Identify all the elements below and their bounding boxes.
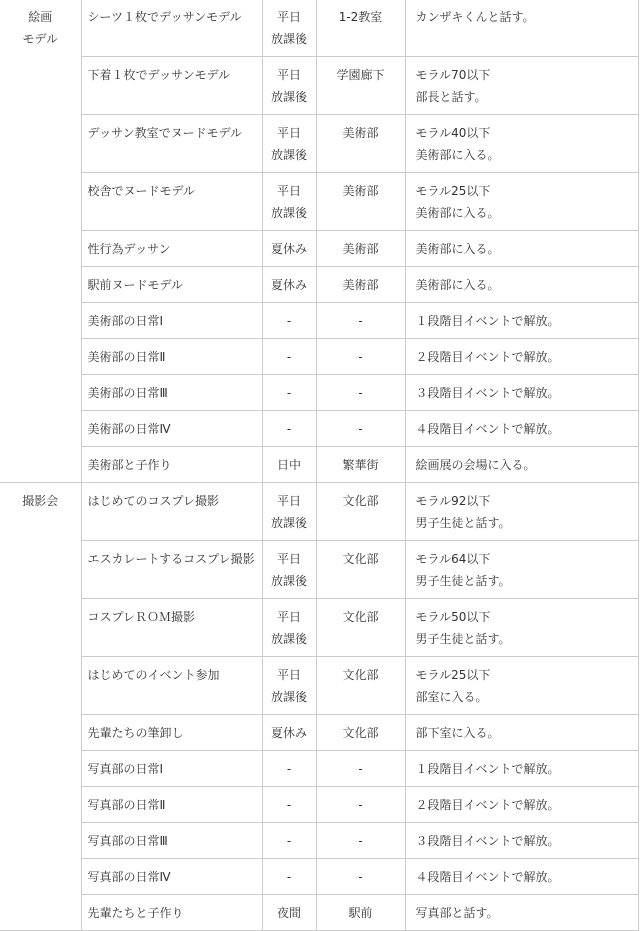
event-name-cell: 先輩たちの筆卸し	[81, 715, 262, 751]
condition-cell: カンザキくんと話す。	[405, 0, 638, 57]
condition-cell: ２段階目イベントで解放。	[405, 339, 638, 375]
event-name-cell: デッサン教室でヌードモデル	[81, 115, 262, 173]
table-row	[0, 303, 638, 339]
event-name-cell: 美術部と子作り	[81, 447, 262, 483]
table-row	[0, 657, 638, 715]
time-cell: 夏休み	[262, 715, 316, 751]
condition-cell: 部下室に入る。	[405, 715, 638, 751]
place-cell: 繁華街	[316, 447, 405, 483]
event-name-cell: 美術部の日常Ⅳ	[81, 411, 262, 447]
condition-cell: ３段階目イベントで解放。	[405, 823, 638, 859]
place-cell: -	[316, 751, 405, 787]
table-row	[0, 57, 638, 115]
time-cell: 平日 放課後	[262, 657, 316, 715]
condition-cell: モラル50以下 男子生徒と話す。	[405, 599, 638, 657]
event-name-cell: エスカレートするコスプレ撮影	[81, 541, 262, 599]
table-row	[0, 0, 638, 57]
event-name-cell: 美術部の日常Ⅰ	[81, 303, 262, 339]
table-row	[0, 599, 638, 657]
place-cell: 駅前	[316, 895, 405, 931]
table-row	[0, 895, 638, 931]
table-row	[0, 751, 638, 787]
table-row	[0, 267, 638, 303]
condition-cell: ２段階目イベントで解放。	[405, 787, 638, 823]
event-name-cell: 校舎でヌードモデル	[81, 173, 262, 231]
table-row	[0, 231, 638, 267]
table-row	[0, 447, 638, 483]
table-row	[0, 859, 638, 895]
place-cell: -	[316, 787, 405, 823]
place-cell: 美術部	[316, 173, 405, 231]
time-cell: -	[262, 411, 316, 447]
event-name-cell: 写真部の日常Ⅲ	[81, 823, 262, 859]
event-name-cell: 下着１枚でデッサンモデル	[81, 57, 262, 115]
condition-cell: モラル25以下 部室に入る。	[405, 657, 638, 715]
table-row	[0, 787, 638, 823]
event-name-cell: コスプレＲＯＭ撮影	[81, 599, 262, 657]
event-name-cell: 美術部の日常Ⅲ	[81, 375, 262, 411]
place-cell: 学園廊下	[316, 57, 405, 115]
condition-cell: １段階目イベントで解放。	[405, 303, 638, 339]
time-cell: 平日 放課後	[262, 599, 316, 657]
place-cell: -	[316, 823, 405, 859]
condition-cell: モラル70以下 部長と話す。	[405, 57, 638, 115]
table-row	[0, 715, 638, 751]
condition-cell: モラル64以下 男子生徒と話す。	[405, 541, 638, 599]
place-cell: 美術部	[316, 115, 405, 173]
time-cell: -	[262, 823, 316, 859]
place-cell: 文化部	[316, 657, 405, 715]
table-row	[0, 375, 638, 411]
condition-cell: モラル40以下 美術部に入る。	[405, 115, 638, 173]
condition-cell: モラル92以下 男子生徒と話す。	[405, 483, 638, 541]
condition-cell: 絵画展の会場に入る。	[405, 447, 638, 483]
time-cell: -	[262, 303, 316, 339]
place-cell: 文化部	[316, 483, 405, 541]
place-cell: -	[316, 411, 405, 447]
time-cell: 日中	[262, 447, 316, 483]
time-cell: -	[262, 787, 316, 823]
event-name-cell: はじめてのコスプレ撮影	[81, 483, 262, 541]
time-cell: 平日 放課後	[262, 115, 316, 173]
table-row	[0, 483, 638, 541]
time-cell: -	[262, 751, 316, 787]
condition-cell: ４段階目イベントで解放。	[405, 411, 638, 447]
place-cell: -	[316, 339, 405, 375]
category-cell: 撮影会	[0, 483, 81, 931]
time-cell: 平日 放課後	[262, 541, 316, 599]
event-name-cell: 性行為デッサン	[81, 231, 262, 267]
event-name-cell: シーツ１枚でデッサンモデル	[81, 0, 262, 57]
condition-cell: 写真部と話す。	[405, 895, 638, 931]
place-cell: 文化部	[316, 599, 405, 657]
event-name-cell: 駅前ヌードモデル	[81, 267, 262, 303]
place-cell: -	[316, 303, 405, 339]
table-row	[0, 173, 638, 231]
time-cell: 平日 放課後	[262, 173, 316, 231]
place-cell: -	[316, 375, 405, 411]
time-cell: 平日 放課後	[262, 483, 316, 541]
table-row	[0, 339, 638, 375]
time-cell: 平日 放課後	[262, 0, 316, 57]
condition-cell: １段階目イベントで解放。	[405, 751, 638, 787]
time-cell: -	[262, 859, 316, 895]
time-cell: -	[262, 339, 316, 375]
event-name-cell: 写真部の日常Ⅳ	[81, 859, 262, 895]
table-row	[0, 541, 638, 599]
category-cell: 絵画 モデル	[0, 0, 81, 483]
condition-cell: ４段階目イベントで解放。	[405, 859, 638, 895]
place-cell: -	[316, 859, 405, 895]
time-cell: 夏休み	[262, 267, 316, 303]
condition-cell: 美術部に入る。	[405, 267, 638, 303]
place-cell: 1-2教室	[316, 0, 405, 57]
place-cell: 文化部	[316, 715, 405, 751]
time-cell: 平日 放課後	[262, 57, 316, 115]
event-name-cell: 先輩たちと子作り	[81, 895, 262, 931]
time-cell: 夏休み	[262, 231, 316, 267]
event-name-cell: 写真部の日常Ⅱ	[81, 787, 262, 823]
table-row	[0, 823, 638, 859]
table-row	[0, 411, 638, 447]
event-name-cell: はじめてのイベント参加	[81, 657, 262, 715]
condition-cell: モラル25以下 美術部に入る。	[405, 173, 638, 231]
place-cell: 文化部	[316, 541, 405, 599]
condition-cell: 美術部に入る。	[405, 231, 638, 267]
event-name-cell: 写真部の日常Ⅰ	[81, 751, 262, 787]
time-cell: -	[262, 375, 316, 411]
event-name-cell: 美術部の日常Ⅱ	[81, 339, 262, 375]
time-cell: 夜間	[262, 895, 316, 931]
table-row	[0, 115, 638, 173]
place-cell: 美術部	[316, 267, 405, 303]
condition-cell: ３段階目イベントで解放。	[405, 375, 638, 411]
place-cell: 美術部	[316, 231, 405, 267]
